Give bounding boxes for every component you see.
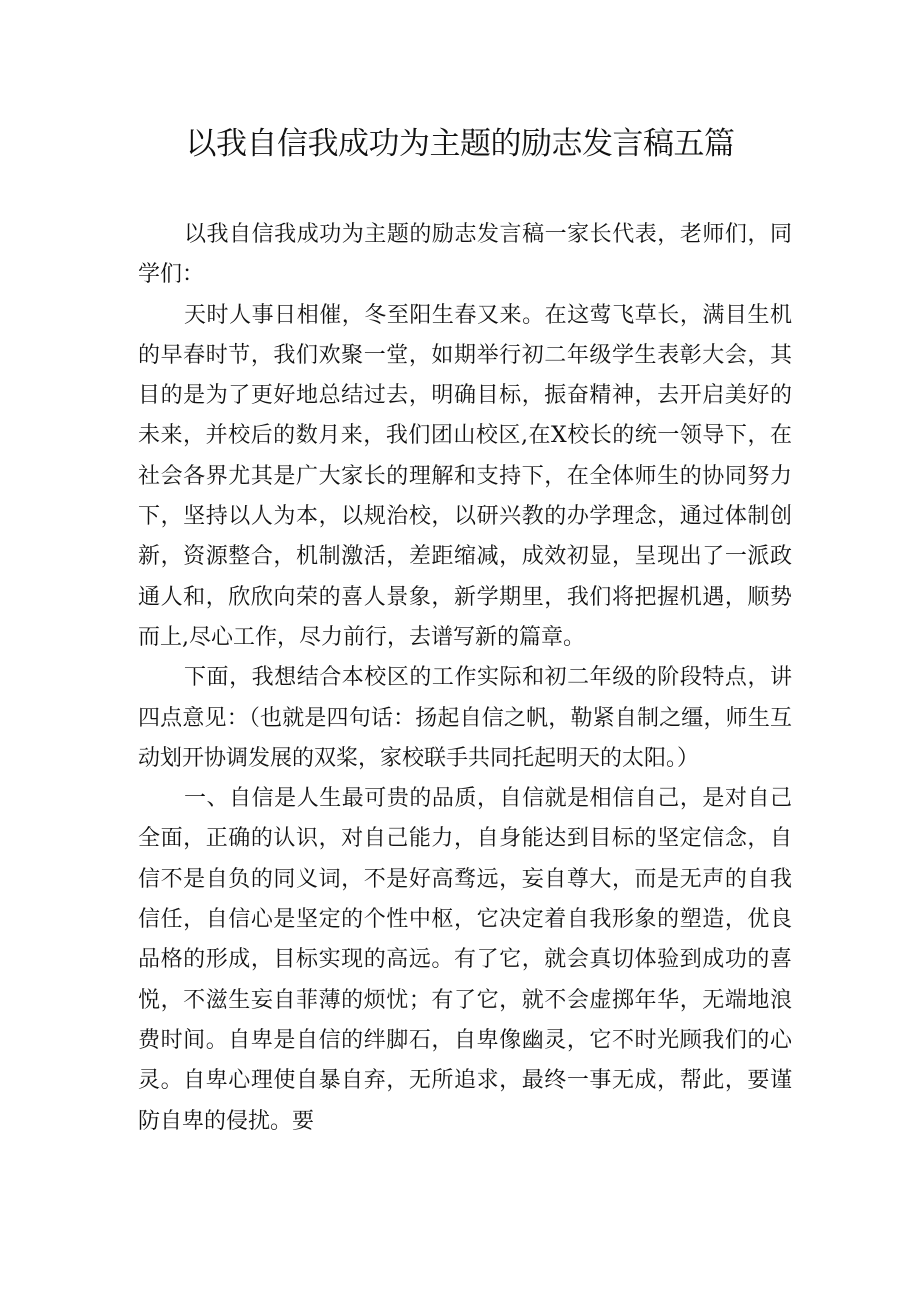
document-title: 以我自信我成功为主题的励志发言稿五篇 [185, 126, 735, 162]
paragraph-point-one: 一、自信是人生最可贵的品质，自信就是相信自己，是对自己全面，正确的认识，对自己能力，自身能达到目标的坚定信念，自信不是自负的同义词，不是好高骛远，妄自尊大，而是无声的自我信任，自信心是坚定的个性中枢，它决定着自我形象的塑造，优良品格的形成，目标实现的高远。有了它，就会真切体验到成功的喜悦，不滋生妄自菲薄的烦忧；有了它，就不会虚掷年华，无端地浪费时间。自卑是自信的绊脚石，自卑像幽灵，它不时光顾我们的心灵。自卑心理使自暴自弃，无所追求，最终一事无成，帮此，要谨防自卑的侵扰。要 [138, 786, 792, 1134]
document-body [138, 215, 792, 1142]
paragraph-greeting: 以我自信我成功为主题的励志发言稿一家长代表，老师们，同学们： [138, 222, 792, 288]
paragraph-opening: 天时人事日相催，冬至阳生春又来。在这莺飞草长，满目生机的早春时节，我们欢聚一堂，如期举行初二年级学生表彰大会，其目的是为了更好地总结过去，明确目标，振奋精神，去开启美好的未来，并校后的数月来，我们团山校区,在X校长的统一领导下，在社会各界尤其是广大家长的理解和支持下，在全体师生的协同努力下，坚持以人为本，以规治校，以研兴教的办学理念，通过体制创新，资源整合，机制激活，差距缩减，成效初显，呈现出了一派政通人和，欣欣向荣的喜人景象，新学期里，我们将把握机遇，顺势而上,尽心工作，尽力前行，去谱写新的篇章。 [138, 302, 792, 650]
paragraph-outline: 下面，我想结合本校区的工作实际和初二年级的阶段特点，讲四点意见：（也就是四句话：扬起自信之帆，勒紧自制之缰，师生互动划开协调发展的双桨，家校联手共同托起明天的太阳。） [138, 665, 792, 771]
